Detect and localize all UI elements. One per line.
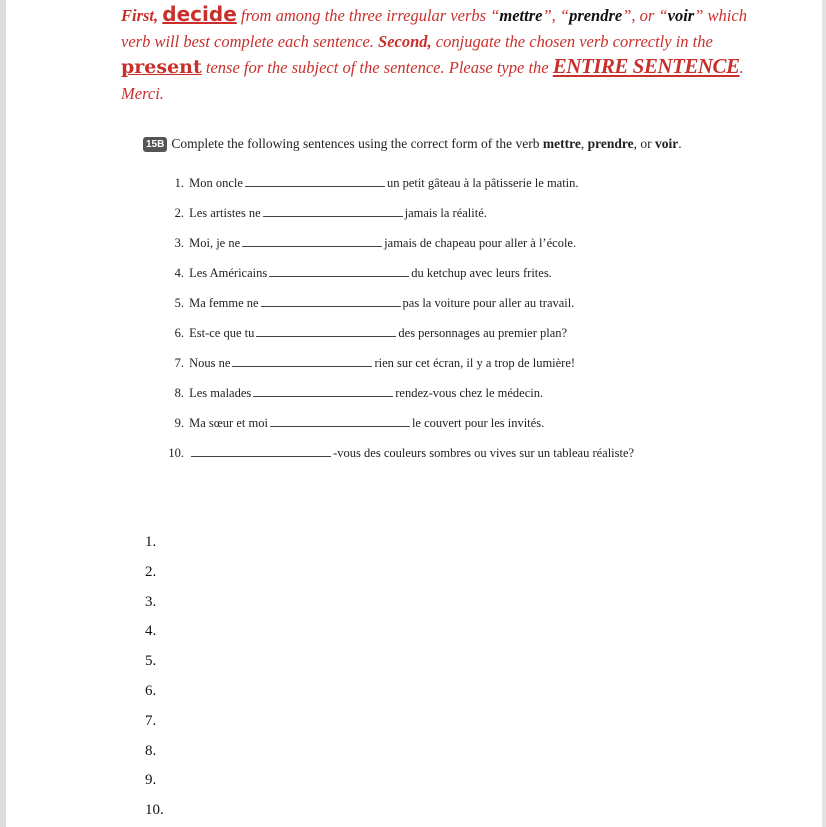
- exercise-item-number: 2.: [174, 206, 184, 220]
- exercise-item-start: Les malades: [189, 386, 252, 400]
- exercise-item: [160, 386, 543, 401]
- exercise-item-number: 6.: [174, 326, 184, 340]
- answer-line[interactable]: 5.: [145, 653, 157, 670]
- exercise-item-number: 5.: [174, 296, 184, 310]
- exercise-badge: 15B: [143, 137, 167, 152]
- answer-line[interactable]: 9.: [145, 772, 157, 789]
- exercise-item-end: du ketchup avec leurs frites.: [411, 266, 552, 280]
- exercise-item-start: Ma femme ne: [189, 296, 259, 310]
- answer-line[interactable]: 6.: [145, 683, 157, 699]
- exercise-item-number: 4.: [174, 266, 184, 280]
- exercise-item-number: 3.: [174, 236, 184, 250]
- exercise-heading: 15B Complete the following sentences using the correct form of the verb mettre, prendre, or voir.: [143, 136, 682, 152]
- instructions: First, decide from among the three irregular verbs “mettre”, “prendre”, or “voir” which verb will best complete each sentence. Second, conjugate the chosen verb correctly in the present tense for the subject of the sentence. Please type the ENTIRE SENTENCE. Merci.: [121, 2, 747, 103]
- exercise-item: [160, 446, 634, 461]
- exercise-item-end: -vous des couleurs sombres ou vives sur un tableau réaliste?: [333, 446, 635, 460]
- exercise-blank: [245, 176, 385, 187]
- exercise-item-start: Les artistes ne: [189, 206, 261, 220]
- exercise-item-number: 10.: [168, 446, 184, 460]
- exercise-item-end: rendez-vous chez le médecin.: [395, 386, 544, 400]
- exercise-blank: [191, 446, 331, 457]
- exercise-item-number: 9.: [174, 416, 184, 430]
- exercise-item-start: Les Américains: [189, 266, 268, 280]
- left-page-edge: [0, 0, 6, 827]
- exercise-item-end: jamais la réalité.: [404, 206, 487, 220]
- exercise-item-end: le couvert pour les invités.: [411, 416, 545, 430]
- exercise-item-end: jamais de chapeau pour aller à l’école.: [384, 236, 577, 250]
- exercise-item-start: Mon oncle: [189, 176, 243, 190]
- exercise-item-end: rien sur cet écran, il y a trop de lumière!: [374, 356, 576, 370]
- answer-line[interactable]: 4.: [145, 623, 157, 640]
- answer-line[interactable]: 3.: [145, 593, 157, 610]
- exercise-blank: [269, 266, 409, 277]
- exercise-blank: [256, 326, 396, 337]
- exercise-item-start: Moi, je ne: [189, 236, 241, 250]
- exercise-blank: [242, 236, 382, 247]
- exercise-blank: [263, 206, 403, 217]
- exercise-item-number: 1.: [174, 176, 184, 190]
- exercise-item: [160, 416, 544, 431]
- exercise-blank: [261, 296, 401, 307]
- exercise-blank: [253, 386, 393, 397]
- exercise-item-end: pas la voiture pour aller au travail.: [402, 296, 575, 310]
- exercise-item: [160, 266, 552, 281]
- exercise-item: [160, 236, 576, 251]
- exercise-item-number: 7.: [174, 356, 184, 370]
- exercise-item-start: Ma sœur et moi: [189, 416, 268, 430]
- exercise-item-start: Est-ce que tu: [189, 326, 255, 340]
- answer-line[interactable]: 7.: [145, 712, 157, 729]
- right-page-edge: [822, 0, 826, 827]
- answer-line[interactable]: 2.: [145, 563, 157, 580]
- exercise-item-end: un petit gâteau à la pâtisserie le matin.: [386, 176, 579, 190]
- answer-line[interactable]: 8.: [145, 742, 157, 759]
- exercise-item: [160, 296, 574, 311]
- exercise-blank: [232, 356, 372, 367]
- exercise-item: [160, 176, 579, 191]
- exercise-item: [160, 206, 487, 221]
- exercise-blank: [270, 416, 410, 427]
- exercise-item-start: Nous ne: [189, 356, 231, 370]
- exercise-item: [160, 326, 567, 341]
- exercise-item: [160, 356, 575, 371]
- exercise-item-end: des personnages au premier plan?: [398, 326, 568, 340]
- exercise-item-number: 8.: [174, 386, 184, 400]
- answer-line[interactable]: 1.: [145, 534, 157, 550]
- answer-line[interactable]: 10.: [145, 802, 164, 819]
